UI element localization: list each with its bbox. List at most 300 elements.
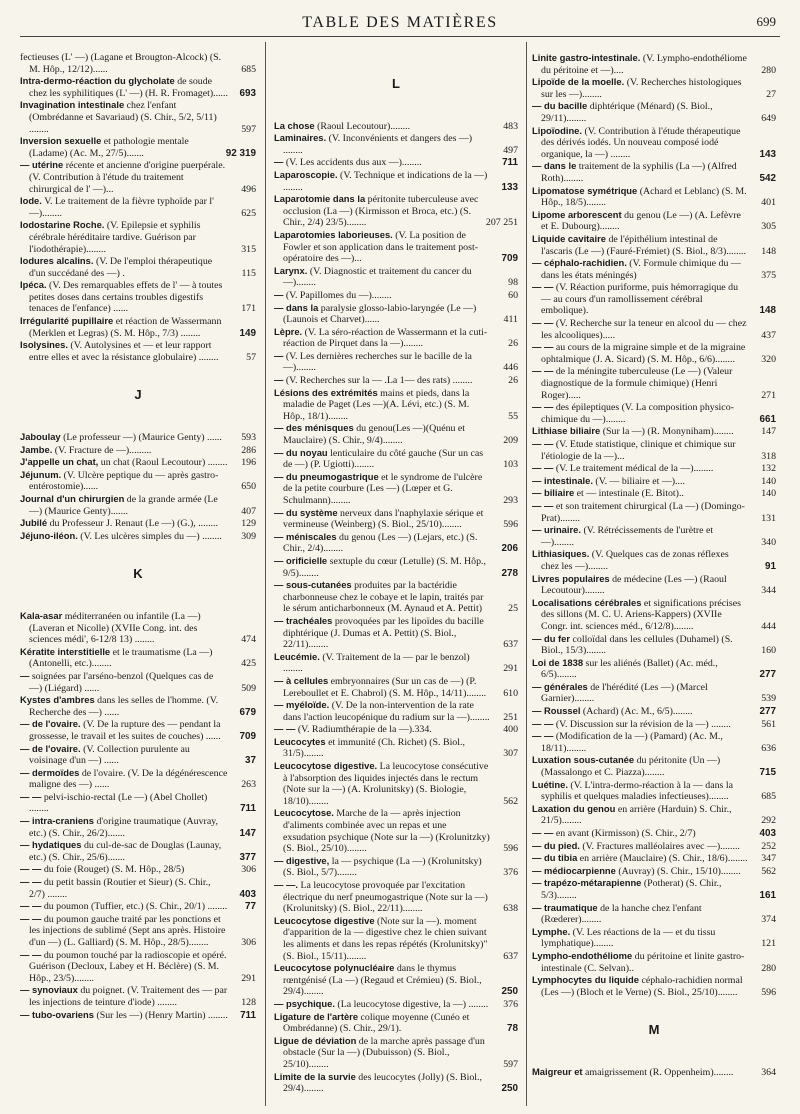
entry-heading: Isolysines. (20, 339, 68, 351)
entry-heading: — trachéales (274, 614, 333, 626)
entry-heading: Lipomatose symétrique (532, 184, 638, 196)
entry-page-number: 132 (761, 463, 776, 475)
index-column-3 (532, 52, 776, 1102)
entry-heading: — hydatiques (20, 839, 82, 851)
entry-text: du genou (Le —) (A. Lefèvre et E. Dubourg)........ (541, 209, 741, 233)
entry-page-number: 133 (501, 181, 518, 193)
entry-text: péritonite tuberculeuse avec occlusion (La —) (Kirmisson et Broca, etc.) (S. Chir., 2/4) 23/5)........ (283, 194, 479, 229)
entry-page-number: 271 (761, 389, 776, 401)
entry-text: (V. Rétrécissements de l'urètre et —)........ (541, 525, 714, 548)
entry-text: de la méningite tuberculeuse (Le —) (Valeur diagnostique de la formule chimique) (Henri Roger)..... (541, 366, 733, 401)
index-entry (532, 548, 776, 572)
entry-page-number: 280 (761, 64, 776, 76)
entry-page-number: 149 (239, 327, 256, 339)
index-entry (20, 791, 256, 815)
index-entry (532, 462, 776, 475)
index-entry (532, 438, 776, 462)
entry-text: (V. Fractures malléolaires avec —)........ (582, 840, 740, 852)
entry-page-number: 685 (241, 63, 256, 75)
entry-page-number: 638 (503, 903, 518, 915)
entry-text: (V. Lympho-endothéliome du péritoine et —).... (541, 53, 747, 76)
entry-page-number: 206 (501, 543, 518, 555)
entry-text: (V. — biliaire et —).... (595, 475, 685, 487)
entry-page-number: 26 (508, 375, 518, 387)
entry-page-number: 709 (239, 730, 256, 742)
entry-heading: — myéloïde. (274, 699, 330, 711)
index-entry (274, 962, 518, 998)
entry-heading: — médiocarpienne (532, 864, 616, 876)
entry-heading: — (20, 669, 30, 681)
entry-heading: Lithiase biliaire (532, 425, 601, 437)
entry-heading: Liquide cavitaire (532, 232, 606, 244)
entry-text: (Raoul Lecoutour)........ (317, 120, 411, 132)
entry-text: (V. Ulcère peptique du — après gastro-entérostomie)...... (29, 469, 219, 493)
index-entry (20, 984, 256, 1008)
index-entry (532, 840, 776, 853)
entry-heading: Leucocytose. (274, 807, 334, 819)
index-entry (532, 233, 776, 257)
entry-text: mains et pieds, dans la maladie de Paget (Les —)(A. Lévi, etc.) (S. M. Hôp., 18/1)........ (283, 387, 470, 422)
index-entry (20, 431, 256, 444)
index-entry (274, 555, 518, 579)
entry-page-number: 364 (761, 1066, 776, 1078)
entry-text: (V. Recherche sur la teneur en alcool du — chez les alcooliques)..... (541, 318, 747, 341)
entry-page-number: 597 (241, 123, 256, 135)
entry-text: (V. De la non-intervention de la rate dans l'action leucopénique du radium sur la —)........ (283, 700, 490, 723)
entry-page-number: 401 (761, 197, 776, 209)
index-entry (274, 723, 518, 736)
index-entry (532, 160, 776, 184)
entry-page-number: 77 (245, 901, 256, 913)
entry-page-number: 376 (503, 998, 518, 1010)
entry-text: la — psychique (La —) (Krolunitsky) (S. Biol., 5/7)........ (283, 855, 482, 879)
entry-text: soignées par l'arséno-benzol (Quelques cas de —) (Liégard) ...... (29, 670, 214, 694)
entry-heading: Iodostarine Roche. (20, 219, 105, 231)
index-entry (274, 760, 518, 807)
entry-text: (V. Discussion sur la révision de la —) ........ (555, 718, 731, 730)
index-entry (274, 579, 518, 615)
entry-heading: — — (20, 790, 42, 802)
entry-heading: — — (532, 438, 554, 449)
index-entry (532, 209, 776, 233)
entry-heading: — digestive, (274, 854, 330, 866)
entry-text: sextuple du cœur (Letulle) (S. M. Hôp., 9/5)........ (283, 555, 486, 579)
entry-text: colloïdal dans les cellules (Duhamel) (S. Biol., 15/3)........ (541, 633, 733, 657)
entry-heading: Laparotomies laborieuses. (274, 228, 393, 240)
entry-text: (V. Le traitement médical de la —)........ (555, 463, 714, 475)
entry-text: (Potherat) (S. Chir., 5/3)........ (541, 878, 722, 901)
entry-text: (V. Quelques cas de zonas réflexes chez les —)........ (541, 549, 729, 572)
entry-heading: — Roussel (532, 705, 581, 717)
entry-page-number: 250 (501, 1083, 518, 1095)
entry-text: (Sur les —) (Henry Martin) ........ (96, 1009, 228, 1021)
index-entry (274, 651, 518, 675)
entry-heading: — dans le (532, 160, 577, 172)
entry-text: (Le professeur —) (Maurice Genty) ...... (63, 432, 222, 444)
entry-page-number: 403 (239, 888, 256, 900)
entry-page-number: 315 (241, 243, 256, 255)
entry-page-number: 263 (241, 779, 256, 791)
entry-heading: Livres populaires (532, 572, 610, 584)
entry-page-number: 597 (503, 1058, 518, 1070)
entry-text: (V. De l'emploi thérapeutique d'un succédané des —) . (29, 256, 213, 279)
entry-heading: — dermoïdes (20, 766, 80, 778)
entry-page-number: 425 (241, 658, 256, 670)
section-letter: M (648, 1022, 660, 1038)
entry-heading: — des ménisques (274, 422, 354, 434)
entry-text: et le traumatisme (La —) (Antonelli, etc.)........ (29, 646, 213, 670)
entry-page-number: 637 (503, 639, 518, 651)
entry-text: (V. Fracture de —)......... (54, 444, 152, 456)
entry-page-number: 636 (761, 742, 776, 754)
entry-page-number: 209 (503, 435, 518, 447)
entry-heading: — — (532, 365, 554, 377)
entry-page-number: 693 (239, 87, 256, 99)
entry-text: (V. De la rupture des — pendant la grossesse, le travail et les suites de couches) ...... (29, 719, 221, 742)
entry-text: chez l'enfant (Ombrédanne et Savariaud) (S. Chir., 5/2, 5/11) ........ (29, 100, 217, 135)
entry-text: et réaction de Wassermann (Merklen et Legras) (S. M. Hôp., 7/3) ........ (29, 316, 222, 339)
entry-page-number: 143 (759, 148, 776, 160)
entry-page-number: 161 (759, 889, 776, 901)
entry-text: (V. Technique et indications de la —) ........ (283, 169, 488, 193)
entry-page-number: 92 319 (225, 147, 256, 159)
index-entry (532, 597, 776, 633)
entry-page-number: 679 (239, 706, 256, 718)
index-entry (532, 718, 776, 731)
index-entry (274, 531, 518, 555)
entry-heading: Jéjunum. (20, 468, 62, 480)
entry-page-number: 661 (759, 413, 776, 425)
index-entry (274, 675, 518, 699)
entry-page-number: 306 (241, 864, 256, 876)
entry-page-number: 286 (241, 444, 256, 456)
entry-page-number: 400 (503, 724, 518, 736)
index-entry (274, 193, 518, 229)
entry-text: du genou (Les —) (Lejars, etc.) (S. Chir., 2/4)........ (283, 531, 478, 555)
entry-page-number: 55 (508, 410, 518, 422)
entry-heading: Laparoscopie. (274, 168, 338, 180)
entry-page-number: 26 (508, 338, 518, 350)
entry-text: d'origine traumatique (Auvray, etc.) (S. Chir., 26/2)....... (29, 816, 218, 839)
index-entry (20, 949, 256, 985)
index-entry (20, 1009, 256, 1022)
index-entry (532, 730, 776, 754)
entry-page-number: 25 (508, 603, 518, 615)
index-entry (20, 530, 256, 543)
entry-page-number: 140 (761, 488, 776, 500)
entry-text: au cours de la migraine simple et de la migraine ophtalmique (J. A. Sicard) (S. M. Hôp., 6/6)........ (541, 342, 746, 365)
index-entry (532, 657, 776, 681)
entry-heading: — — (532, 499, 554, 511)
entry-text: (V. Inconvénients et dangers des —) ........ (283, 133, 473, 156)
entry-page-number: 207 251 (485, 217, 518, 229)
entry-text: (Modification de la —) (Pamard) (Ac. M., 18/11)........ (541, 731, 723, 754)
entry-text: (V. Les dernières recherches sur le bacille de la —)........ (283, 350, 472, 374)
entry-page-number: 593 (241, 432, 256, 444)
entry-text: (V. Recherches histologiques sur les —)........ (541, 77, 742, 100)
entry-page-number: 291 (241, 972, 256, 984)
entry-text: de soude chez les syphilitiques (L' —) (H. R. Fromaget)...... (29, 76, 228, 99)
entry-text: produites par la bactéridie charbonneuse chez le cobaye et le lapin, traités par le sérum anticharbonneux (M. Aynaud et A. Pettit) (283, 580, 484, 615)
entry-page-number: 650 (241, 481, 256, 493)
entry-text: (V. Radiumthérapie de la —).334. (297, 724, 432, 736)
entry-text: (V. Diagnostic et traitement du cancer du —)........ (283, 265, 472, 289)
entry-page-number: 374 (761, 914, 776, 926)
entry-page-number: 98 (508, 277, 518, 289)
index-entry (532, 52, 776, 76)
entry-heading: Leucocytose digestive (274, 914, 375, 926)
entry-page-number: 148 (761, 245, 776, 257)
index-entry (20, 900, 256, 913)
index-entry (532, 125, 776, 161)
entry-heading: — biliaire (532, 487, 575, 499)
entry-page-number: 637 (503, 950, 518, 962)
index-entry (532, 974, 776, 998)
index-entry (274, 229, 518, 265)
entry-page-number: 250 (501, 986, 518, 998)
entry-text: nerveux dans l'naphylaxie sérique et vermineuse (Weinberg) (S. Biol., 25/10)........ (283, 507, 484, 531)
entry-heading: Lympho-endothéliome (532, 949, 633, 961)
index-entry (20, 444, 256, 457)
entry-text: Marche de la — après injection d'aliments combinée avec un repas et une exsudation psychique (Note sur la —) (Krolunitzky) (S. Biol., 25/10)........ (283, 808, 490, 855)
entry-text: en avant (Kirmisson) (S. Chir., 2/7) (555, 828, 696, 839)
entry-text: et le syndrome de l'ulcère de la petite courbure (Les —) (Lœper et G. Schulmann)........ (283, 471, 483, 506)
entry-heading: Kala-asar (20, 609, 63, 621)
entry-text: (V. Les accidents dus aux —)........ (285, 157, 422, 169)
index-entry (20, 517, 256, 530)
entry-page-number: 562 (503, 795, 518, 807)
entry-page-number: 561 (761, 718, 776, 730)
index-entry (532, 950, 776, 974)
entry-text: de la marche après passage d'un obstacle (Sur la —) (Dubuisson) (S. Biol., 25/10)........ (283, 1035, 485, 1070)
entry-page-number: 129 (241, 518, 256, 530)
entry-heading: Jubilé (20, 517, 48, 529)
column-rule (526, 42, 527, 1106)
index-entry (20, 646, 256, 670)
entry-heading: — urinaire. (532, 524, 581, 536)
entry-heading: — — (20, 863, 42, 875)
entry-heading: — du pneumogastrique (274, 470, 379, 482)
index-entry (274, 807, 518, 854)
entry-heading: Luxation sous-cutanée (532, 754, 635, 766)
entry-heading: Inversion sexuelle (20, 135, 102, 147)
entry-heading: Journal d'un chirurgien (20, 493, 125, 504)
entry-text: provoquées par les lipoïdes du bacille diphtérique (J. Dumas et A. Pettit) (S. Biol., 22/11)........ (283, 615, 484, 651)
entry-heading: Larynx. (274, 264, 308, 276)
index-entry (274, 1011, 518, 1035)
entry-page-number: 309 (241, 530, 256, 542)
entry-heading: — — (20, 900, 42, 912)
entry-text: et immunité (Ch. Richet) (S. Biol., 31/5)........ (283, 736, 465, 760)
entry-text: traitement de la syphilis (La —) (Alfred Roth)........ (541, 161, 737, 184)
index-entry (532, 827, 776, 840)
entry-heading: Lésions des extrémités (274, 386, 378, 398)
entry-text: (V. La séro-réaction de Wassermann et la cuti-réaction de Pirquet dans la —)........ (283, 326, 488, 350)
index-entry (274, 998, 518, 1011)
index-entry (532, 257, 776, 281)
index-entry (20, 743, 256, 767)
entry-heading: — sous-cutanées (274, 579, 352, 591)
entry-page-number: 128 (241, 996, 256, 1008)
entry-heading: Jéjuno-iléon. (20, 529, 78, 541)
entry-page-number: 251 (503, 711, 518, 723)
entry-heading: — de l'ovaire. (20, 742, 81, 754)
entry-text: du péritoine et linite gastro-intestinale (C. Selvan).. (541, 950, 745, 974)
entry-text: fectieuses (L' —) (Lagane et Brougton-Alcock) (S. M. Hôp., 12/12)...... (20, 52, 222, 75)
entry-text: sur les aliénés (Ballet) (Ac. méd., 6/5)........ (541, 657, 718, 681)
entry-text: (V. Recherches sur la — .La 1— des rats) ........ (285, 375, 473, 387)
index-entry (274, 507, 518, 531)
index-entry (20, 99, 256, 135)
entry-text: du poumon (Tuffier, etc.) (S. Chir., 20/1) ........ (43, 901, 228, 913)
entry-page-number: 171 (241, 303, 256, 315)
entry-text: de médecine (Les —) (Raoul Lecoutour)........ (541, 573, 727, 597)
entry-heading: — traumatique (532, 901, 598, 913)
entry-heading: Lipoïodine. (532, 124, 582, 136)
index-entry (274, 471, 518, 507)
entry-page-number: 711 (240, 803, 256, 815)
entry-page-number: 318 (761, 450, 776, 462)
entry-text: (V. La position de Fowler et son application dans le traitement post-opératoire des —)... (283, 229, 478, 265)
entry-page-number: 280 (761, 962, 776, 974)
entry-heading: Jambe. (20, 443, 53, 455)
index-column-2 (274, 52, 518, 1102)
entry-heading: Laparotomie dans la (274, 193, 366, 205)
entry-text: colique moyenne (Cunéo et Ombrédanne) (S. Chir., 29/1). (283, 1011, 470, 1035)
entry-page-number: 121 (761, 938, 776, 950)
entry-text: (Note sur la —). moment d'apparition de la — digestive chez le chien suivant les aliments et dans les repas répétés (Krolunitsky)"(S. Biol., 15/11)........ (283, 915, 488, 962)
entry-heading: Kystes d'ambres (20, 694, 95, 706)
entry-heading: Loi de 1838 (532, 656, 584, 668)
index-entry (532, 926, 776, 950)
entry-heading: — — (532, 401, 554, 413)
entry-heading: — — (532, 462, 554, 474)
entry-heading: Intra-dermo-réaction du glycholate (20, 75, 175, 87)
entry-heading: — — (532, 730, 554, 742)
index-entry (532, 573, 776, 597)
entry-page-number: 147 (761, 426, 776, 438)
entry-text: (Achard) (Ac. M., 6/5)........ (582, 706, 693, 718)
entry-page-number: 160 (761, 645, 776, 657)
index-entry (532, 185, 776, 209)
entry-heading: — céphalo-rachidien. (532, 257, 627, 269)
entry-page-number: 147 (239, 827, 256, 839)
entry-page-number: 474 (241, 634, 256, 646)
entry-text: paralysie glosso-labio-laryngée (Le —) (Launois et Charvet)...... (283, 302, 477, 326)
index-entry (20, 493, 256, 517)
entry-heading: — — (532, 281, 554, 293)
index-entry (532, 76, 776, 100)
index-entry (532, 500, 776, 524)
entry-page-number: 37 (245, 755, 256, 767)
entry-text: du Professeur J. Renaut (Le —) (G.), ........ (49, 518, 218, 530)
entry-heading: — — (274, 723, 296, 735)
entry-heading: La chose (274, 119, 315, 131)
index-entry (20, 219, 256, 255)
entry-text: (V. Collection purulente au voisinage d'un —) ...... (29, 743, 190, 767)
index-entry (20, 255, 256, 279)
entry-heading: Lymphe. (532, 925, 571, 937)
entry-heading: Leucocytes (274, 735, 326, 747)
entry-text: méditerranéen ou infantile (La —) (Laveran et Nicolle) (XVIIe Cong. int. des sciences médi', 6-12/8 13) ........ (29, 610, 201, 646)
entry-page-number: 140 (761, 475, 776, 487)
entry-heading: — — (532, 317, 554, 329)
index-entry (20, 718, 256, 742)
entry-text: de l'épithélium intestinal de l'ascaris (Le —) (Fauré-Frémiet) (S. Biol., 8/3)........ (541, 233, 746, 257)
entry-heading: Irrégularité pupillaire (20, 315, 114, 327)
index-entry (20, 315, 256, 339)
index-entry (20, 913, 256, 949)
index-entry (274, 350, 518, 374)
entry-heading: Laminaires. (274, 132, 327, 144)
entry-page-number: 344 (761, 585, 776, 597)
index-entry (274, 387, 518, 423)
entry-page-number: 277 (759, 706, 776, 718)
entry-heading: — psychique. (274, 997, 335, 1009)
entry-heading: Lèpre. (274, 325, 303, 337)
entry-page-number: 347 (761, 853, 776, 865)
entry-heading: Localisations cérébrales (532, 596, 642, 608)
index-entry (20, 135, 256, 159)
entry-heading: Lithiasiques. (532, 548, 590, 560)
index-entry (274, 855, 518, 879)
entry-page-number: 715 (759, 767, 776, 779)
index-entry (532, 1066, 776, 1079)
entry-page-number: 278 (501, 567, 518, 579)
entry-page-number: 649 (761, 112, 776, 124)
index-entry (20, 469, 256, 493)
entry-heading: Luétine. (532, 778, 568, 790)
index-entry (20, 339, 256, 363)
entry-text: (V. Des remarquables effets de l' — à toutes petites doses dans certains troubles digestifs tenaces de l'enfance) ...... (29, 280, 223, 315)
entry-page-number: 562 (761, 865, 776, 877)
index-entry (532, 633, 776, 657)
entry-heading: — à cellules (274, 674, 329, 686)
entry-heading: — intestinale. (532, 474, 593, 486)
entry-heading: Jaboulay (20, 431, 61, 443)
index-entry (532, 865, 776, 878)
entry-heading: Ipéca. (20, 279, 47, 291)
entry-page-number: 377 (239, 851, 256, 863)
index-entry (532, 705, 776, 718)
entry-page-number: 91 (765, 560, 776, 572)
entry-text: embryonnaires (Sur un cas de —) (P. Lereboullet et E. Chabrol) (S. M. Hôp., 14/11)........ (283, 675, 487, 699)
entry-page-number: 375 (761, 269, 776, 281)
entry-text: de l'hérédité (Les —) (Marcel Garnier)........ (541, 681, 708, 705)
index-entry (274, 374, 518, 387)
index-entry (532, 281, 776, 317)
entry-text: de la grande armée (Le —) (Maurice Genty)....... (29, 494, 218, 517)
entry-heading: — du tibia (532, 852, 578, 864)
entry-heading: — tubo-ovariens (20, 1008, 94, 1020)
index-entry (532, 681, 776, 705)
index-entry (20, 815, 256, 839)
entry-text: amaigrissement (R. Oppenheim)........ (585, 1066, 734, 1078)
index-entry (274, 132, 518, 156)
entry-page-number: 496 (241, 183, 256, 195)
entry-text: pelvi-ischio-rectal (Le —) (Abel Chollet) ........ (29, 791, 208, 815)
entry-heading: — générales (532, 680, 588, 692)
entry-text: céphalo-rachidien normal (Les —) (Bloch et le Verne) (S. Biol., 25/10)........ (541, 975, 743, 998)
entry-text: un chat (Raoul Lecoutour) ........ (100, 457, 228, 469)
entry-text: du poumon gauche traité par les ponctions et les injections de sublimé (Sept ans après. Histoire d'un —) (L. Galliard) (S. M. Hôp., 28/5)........ (29, 913, 226, 948)
entry-text: (V. Formule chimique du — dans les états méningés) (541, 258, 741, 281)
entry-text: (V. L'intra-dermo-réaction à la — dans la syphilis et quelques maladies infectieuses)........ (541, 779, 733, 803)
entry-text: (V. Etude statistique, clinique et chimique sur l'étiologie de la —)... (541, 439, 736, 462)
entry-page-number: 709 (501, 253, 518, 265)
entry-heading: — (274, 156, 284, 168)
entry-heading: — — (532, 341, 554, 353)
